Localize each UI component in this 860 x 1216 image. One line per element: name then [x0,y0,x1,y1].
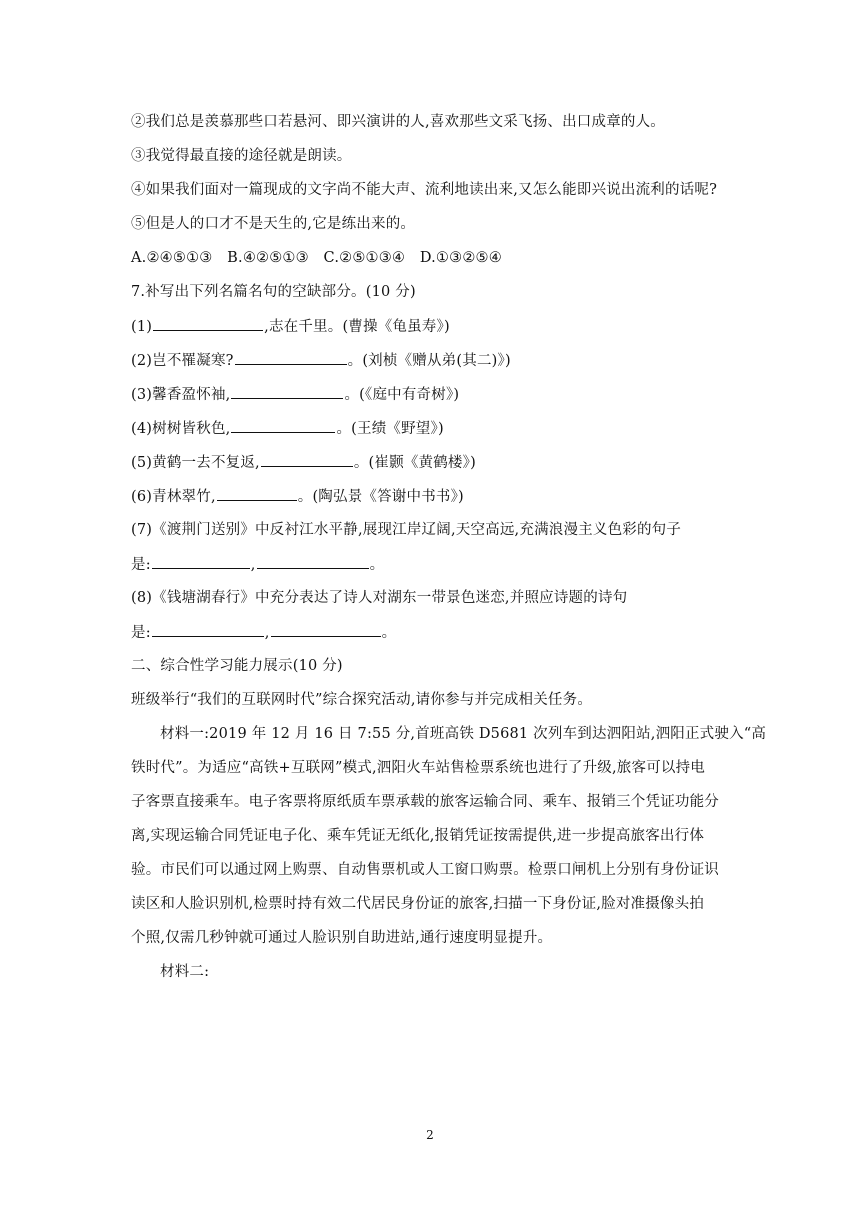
answer-blank[interactable] [231,418,335,433]
item-2-suffix: 。(刘桢《赠从弟(其二)》) [347,353,511,369]
sentence-3: ③我觉得最直接的途径就是朗读。 [131,148,352,164]
material-1-line-1: 材料一:2019 年 12 月 16 日 7:55 分,首班高铁 D5681 次列车到达泗阳站,泗阳正式驶入“高 [160,726,767,742]
question-7-item-3 [131,384,459,405]
question-7-item-5 [131,452,476,473]
question-7-item-7-text: (7)《渡荆门送别》中反衬江水平静,展现江岸辽阔,天空高远,充满浪漫主义色彩的句子 [131,522,682,538]
item-2-prefix: (2)岂不罹凝寒? [131,353,234,369]
item-3-suffix: 。(《庭中有奇树》) [344,387,460,403]
answer-blank[interactable] [235,350,347,365]
item-7-lead: 是: [131,557,151,573]
section-2-heading: 二、综合性学习能力展示(10 分) [131,658,343,674]
item-7-sep: , [250,557,256,573]
answer-blank[interactable] [257,554,369,569]
answer-blank[interactable] [153,316,263,331]
sentence-5: ⑤但是人的口才不是天生的,它是练出来的。 [131,216,416,232]
material-1-line-2: 铁时代”。为适应“高铁+互联网”模式,泗阳火车站售检票系统也进行了升级,旅客可以持电 [131,760,706,776]
question-7-item-7-answer [131,554,384,575]
item-6-prefix: (6)青林翠竹, [131,489,216,505]
sentence-2: ②我们总是羡慕那些口若悬河、即兴演讲的人,喜欢那些文采飞扬、出口成章的人。 [131,114,666,130]
material-1-line-6: 读区和人脸识别机,检票时持有效二代居民身份证的旅客,扫描一下身份证,脸对准摄像头拍 [131,896,705,912]
question-7-item-6 [131,486,464,507]
item-3-prefix: (3)馨香盈怀袖, [131,387,231,403]
question-7-item-2 [131,350,511,371]
question-7-item-1 [131,316,450,337]
item-1-suffix: ,志在千里。(曹操《龟虽寿》) [264,319,450,335]
item-4-prefix: (4)树树皆秋色, [131,421,231,437]
item-8-lead: 是: [131,625,151,641]
answer-blank[interactable] [271,622,381,637]
item-8-sep: , [264,625,270,641]
answer-blank[interactable] [231,384,343,399]
question-7-item-4 [131,418,444,439]
answer-blank[interactable] [152,554,250,569]
question-7-title: 7.补写出下列名篇名句的空缺部分。(10 分) [131,284,416,300]
answer-blank[interactable] [152,622,264,637]
activity-intro: 班级举行“我们的互联网时代”综合探究活动,请你参与并完成相关任务。 [131,692,593,708]
answer-blank[interactable] [261,452,353,467]
item-1-prefix: (1) [131,319,153,335]
material-1-line-5: 验。市民们可以通过网上购票、自动售票机或人工窗口购票。检票口闸机上分别有身份证识 [131,862,719,878]
question-7-item-8-answer [131,622,396,643]
item-5-suffix: 。(崔颢《黄鹤楼》) [353,455,476,471]
answer-blank[interactable] [217,486,297,501]
sentence-4: ④如果我们面对一篇现成的文字尚不能大声、流利地读出来,又怎么能即兴说出流利的话呢? [131,182,718,198]
material-1-line-7: 个照,仅需几秒钟就可通过人脸识别自助进站,通行速度明显提升。 [131,930,553,946]
item-5-prefix: (5)黄鹤一去不复返, [131,455,260,471]
material-2-label: 材料二: [160,964,210,980]
material-1-line-4: 离,实现运输合同凭证电子化、乘车凭证无纸化,报销凭证按需提供,进一步提高旅客出行体 [131,828,705,844]
item-7-end: 。 [369,557,385,573]
item-6-suffix: 。(陶弘景《答谢中书书》) [297,489,464,505]
item-4-suffix: 。(王绩《野望》) [336,421,444,437]
question-7-item-8-text: (8)《钱塘湖春行》中充分表达了诗人对湖东一带景色迷恋,并照应诗题的诗句 [131,590,628,606]
page-number: 2 [426,1128,434,1142]
answer-options: A.②④⑤①③ B.④②⑤①③ C.②⑤①③④ D.①③②⑤④ [131,250,502,266]
item-8-end: 。 [381,625,397,641]
material-1-line-3: 子客票直接乘车。电子客票将原纸质车票承载的旅客运输合同、乘车、报销三个凭证功能分 [131,794,719,810]
